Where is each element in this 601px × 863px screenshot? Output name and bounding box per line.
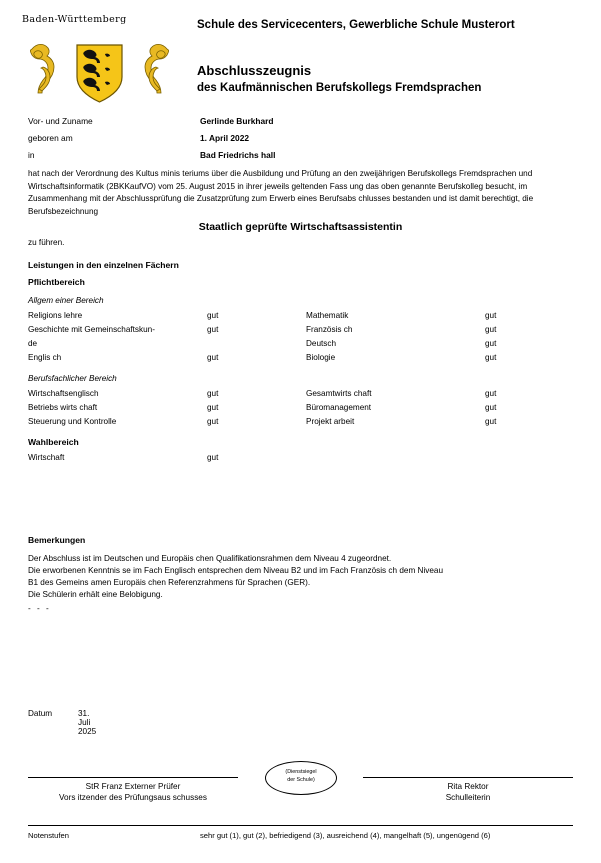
person-name-label: Vor- und Zuname xyxy=(28,116,93,126)
table-row xyxy=(28,325,573,339)
person-birth-label: geboren am xyxy=(28,133,73,143)
headmaster-role: Schulleiterin xyxy=(445,793,491,803)
grades-heading: Leistungen in den einzelnen Fächern xyxy=(28,260,179,270)
grade-left: gut xyxy=(207,453,219,462)
subject-right: Biologie xyxy=(306,353,336,362)
seal-text-line2: der Schule) xyxy=(287,777,315,784)
grading-scale-label: Notenstufen xyxy=(28,831,69,840)
wahlbereich-heading: Wahlbereich xyxy=(28,437,79,447)
signature-block-left xyxy=(28,781,238,804)
signature-line-right xyxy=(363,777,573,778)
degree-title: Staatlich geprüfte Wirtschaftsassistentin xyxy=(198,221,403,233)
remarks-body xyxy=(28,553,573,601)
certificate-subtitle: des Kaufmännischen Berufskollegs Fremdsprachen xyxy=(197,82,482,94)
examiner-name: StR Franz Externer Prüfer xyxy=(85,782,181,791)
date-value: 31. Juli 2025 xyxy=(78,709,97,736)
grading-scale-values: sehr gut (1), gut (2), befriedigend (3), ausreichend (4), mangelhaft (5), ungenügend (6) xyxy=(200,831,491,840)
grade-right: gut xyxy=(485,417,497,426)
person-birth-value: 1. April 2022 xyxy=(200,133,250,143)
state-label: Baden-Württemberg xyxy=(22,14,127,25)
remarks-heading: Bemerkungen xyxy=(28,535,86,545)
berufsfachlicher-bereich-heading: Berufsfachlicher Bereich xyxy=(28,374,117,383)
pflichtbereich-heading: Pflichtbereich xyxy=(28,277,85,287)
footer-divider xyxy=(28,825,573,826)
headmaster-name: Rita Rektor xyxy=(447,782,489,791)
school-name: Schule des Servicecenters, Gewerbliche Schule Musterort xyxy=(197,19,515,31)
person-details xyxy=(28,116,573,167)
signature-block-right xyxy=(363,781,573,804)
berufsfachlicher-bereich-table xyxy=(28,389,573,431)
baden-wuerttemberg-coat-of-arms-icon xyxy=(22,29,177,109)
grade-right: gut xyxy=(485,325,497,334)
person-place-label: in xyxy=(28,150,35,160)
person-birth-row xyxy=(28,133,573,150)
subject-right: Büromanagement xyxy=(306,403,372,412)
table-row xyxy=(28,311,573,325)
person-name-value: Gerlinde Burkhard xyxy=(200,116,274,126)
grade-right: gut xyxy=(485,389,497,398)
allgemeiner-bereich-heading: Allgem einer Bereich xyxy=(28,296,104,305)
subject-left-continued: de xyxy=(28,339,38,348)
grade-right: gut xyxy=(485,311,497,320)
subject-right: Mathematik xyxy=(306,311,349,320)
seal-text-line1: (Dienstsiegel xyxy=(285,769,317,775)
school-seal-icon xyxy=(265,761,337,795)
table-row xyxy=(28,453,573,467)
allgemeiner-bereich-table xyxy=(28,311,573,367)
remarks-line: Der Abschluss ist im Deutschen und Europäis chen Qualifikationsrahmen dem Niveau 4 zugeordnet. xyxy=(28,554,392,563)
subject-left: Geschichte mit Gemeinschaftskun- xyxy=(28,325,155,334)
table-row xyxy=(28,417,573,431)
grade-right: gut xyxy=(485,339,497,348)
certificate-title: Abschlusszeugnis xyxy=(197,63,312,78)
grade-left: gut xyxy=(207,389,219,398)
grade-left: gut xyxy=(207,353,219,362)
remarks-filler-dashes: - - - xyxy=(28,604,51,613)
subject-right: Deutsch xyxy=(306,339,337,348)
person-name-row xyxy=(28,116,573,133)
table-row xyxy=(28,403,573,417)
grade-right: gut xyxy=(485,353,497,362)
subject-left: Wirtschaft xyxy=(28,453,65,462)
coat-of-arms-block xyxy=(22,14,177,114)
table-row xyxy=(28,353,573,367)
legal-paragraph: hat nach der Verordnung des Kultus minis teriums über die Ausbildung und Prüfung an den zweijährigen Berufskollegs Fremdsprachen und Wirtschaftsinformatik (2BKKaufVO) vom 25. August 2015 in ihrer jeweils geltenden Fass ung das oben genannte Berufskolleg besucht, im Zusammenhang mit der Abschlussprüfung die Zusatzprüfung zum Erwerb eines Berufsabs chlusses bestanden und ist damit berechtigt, die Berufsbezeichnung xyxy=(28,169,534,217)
table-row xyxy=(28,339,573,353)
grade-left: gut xyxy=(207,311,219,320)
subject-left: Religions lehre xyxy=(28,311,83,320)
date-label: Datum xyxy=(28,709,53,718)
grade-left: gut xyxy=(207,325,219,334)
zu-fuehren-text: zu führen. xyxy=(28,238,65,247)
person-place-row xyxy=(28,150,573,167)
subject-right: Projekt arbeit xyxy=(306,417,355,426)
person-place-value: Bad Friedrichs hall xyxy=(200,150,276,160)
subject-left: Steuerung und Kontrolle xyxy=(28,417,117,426)
subject-right: Französis ch xyxy=(306,325,353,334)
remarks-line: Die erworbenen Kenntnis se im Fach Englisch entsprechen dem Niveau B2 und im Fach Französis ch dem Niveau xyxy=(28,565,444,575)
table-row xyxy=(28,389,573,403)
remarks-line: Die Schülerin erhält eine Belobigung. xyxy=(28,589,163,599)
grade-left: gut xyxy=(207,417,219,426)
subject-right: Gesamtwirts chaft xyxy=(306,389,372,398)
grade-left: gut xyxy=(207,403,219,412)
wahlbereich-table xyxy=(28,453,573,467)
grade-right: gut xyxy=(485,403,497,412)
examiner-role: Vors itzender des Prüfungsaus schusses xyxy=(59,793,207,803)
subject-left: Wirtschaftsenglisch xyxy=(28,389,99,398)
signature-line-left xyxy=(28,777,238,778)
remarks-line: B1 des Gemeins amen Europäis chen Referenzrahmens für Sprachen (GER). xyxy=(28,577,311,587)
subject-left: Englis ch xyxy=(28,353,62,362)
subject-left: Betriebs wirts chaft xyxy=(28,403,98,412)
